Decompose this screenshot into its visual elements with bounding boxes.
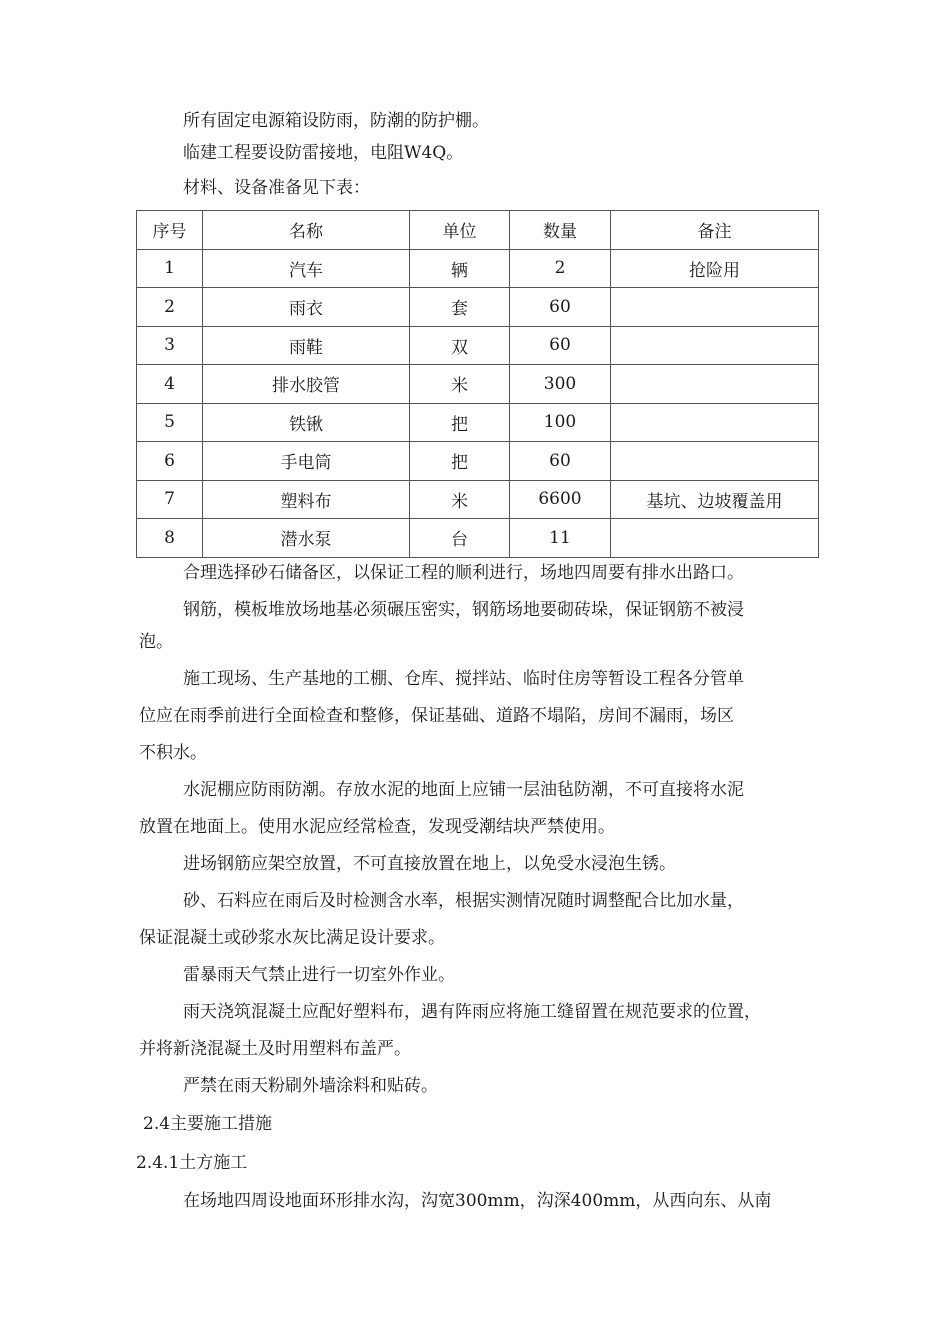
paragraph-rebar-storage: 进场钢筋应架空放置，不可直接放置在地上，以免受水浸泡生锈。	[183, 854, 676, 874]
cell-note	[611, 519, 819, 558]
cell-name: 塑料布	[203, 480, 410, 519]
paragraph-site-facilities-line-2: 位应在雨季前进行全面检查和整修，保证基础、道路不塌陷，房间不漏雨，场区	[139, 706, 734, 726]
materials-table	[136, 210, 819, 558]
cell-index: 7	[137, 480, 203, 519]
cell-quantity: 2	[510, 249, 611, 288]
table-row	[137, 288, 819, 327]
intro-line-lightning: 临建工程要设防雷接地，电阻W4Q。	[183, 143, 464, 163]
intro-line-table-caption: 材料、设备准备见下表：	[183, 178, 370, 198]
table-row	[137, 519, 819, 558]
paragraph-gravel-storage: 合理选择砂石储备区，以保证工程的顺利进行，场地四周要有排水出路口。	[183, 563, 744, 583]
paragraph-cement-shed-line-1: 水泥棚应防雨防潮。存放水泥的地面上应铺一层油毡防潮，不可直接将水泥	[183, 780, 744, 800]
cell-quantity: 300	[510, 365, 611, 404]
paragraph-rain-pouring-line-1: 雨天浇筑混凝土应配好塑料布，遇有阵雨应将施工缝留置在规范要求的位置，	[183, 1002, 761, 1022]
cell-quantity: 11	[510, 519, 611, 558]
table-header-row	[137, 211, 819, 250]
paragraph-moisture-line-1: 砂、石料应在雨后及时检测含水率，根据实测情况随时调整配合比加水量，	[183, 891, 744, 911]
cell-unit: 把	[410, 442, 510, 481]
paragraph-rain-pouring-line-2: 并将新浇混凝土及时用塑料布盖严。	[139, 1039, 411, 1059]
cell-unit: 台	[410, 519, 510, 558]
paragraph-cement-shed-line-2: 放置在地面上。使用水泥应经常检查，发现受潮结块严禁使用。	[139, 817, 615, 837]
paragraph-rebar-yard-line-2: 泡。	[139, 632, 173, 652]
header-cell: 名称	[203, 211, 410, 250]
cell-unit: 套	[410, 288, 510, 327]
cell-name: 潜水泵	[203, 519, 410, 558]
cell-name: 排水胶管	[203, 365, 410, 404]
cell-unit: 米	[410, 480, 510, 519]
cell-index: 4	[137, 365, 203, 404]
cell-index: 8	[137, 519, 203, 558]
header-cell: 备注	[611, 211, 819, 250]
cell-quantity: 60	[510, 442, 611, 481]
cell-quantity: 60	[510, 288, 611, 327]
table-row	[137, 326, 819, 365]
cell-unit: 米	[410, 365, 510, 404]
cell-unit: 双	[410, 326, 510, 365]
table-row	[137, 403, 819, 442]
paragraph-drainage-ditch: 在场地四周设地面环形排水沟，沟宽300mm，沟深400mm，从西向东、从南	[183, 1191, 772, 1211]
table-row	[137, 249, 819, 288]
table-row	[137, 442, 819, 481]
cell-note	[611, 288, 819, 327]
section-heading-2-4: 2.4主要施工措施	[143, 1114, 273, 1134]
cell-note: 抢险用	[611, 249, 819, 288]
cell-index: 5	[137, 403, 203, 442]
cell-unit: 把	[410, 403, 510, 442]
cell-index: 6	[137, 442, 203, 481]
paragraph-thunderstorm: 雷暴雨天气禁止进行一切室外作业。	[183, 965, 455, 985]
cell-note	[611, 365, 819, 404]
cell-quantity: 60	[510, 326, 611, 365]
cell-name: 雨鞋	[203, 326, 410, 365]
header-cell: 序号	[137, 211, 203, 250]
paragraph-site-facilities-line-1: 施工现场、生产基地的工棚、仓库、搅拌站、临时住房等暂设工程各分管单	[183, 669, 744, 689]
paragraph-moisture-line-2: 保证混凝土或砂浆水灰比满足设计要求。	[139, 928, 445, 948]
header-cell: 单位	[410, 211, 510, 250]
cell-note	[611, 326, 819, 365]
cell-note: 基坑、边坡覆盖用	[611, 480, 819, 519]
header-cell: 数量	[510, 211, 611, 250]
cell-note	[611, 403, 819, 442]
section-heading-2-4-1: 2.4.1土方施工	[136, 1153, 248, 1173]
cell-index: 1	[137, 249, 203, 288]
cell-index: 2	[137, 288, 203, 327]
cell-note	[611, 442, 819, 481]
table-row	[137, 480, 819, 519]
paragraph-no-painting: 严禁在雨天粉刷外墙涂料和贴砖。	[183, 1076, 438, 1096]
cell-quantity: 6600	[510, 480, 611, 519]
cell-name: 手电筒	[203, 442, 410, 481]
table-row	[137, 365, 819, 404]
intro-line-electric-box: 所有固定电源箱设防雨，防潮的防护棚。	[183, 111, 489, 131]
cell-index: 3	[137, 326, 203, 365]
cell-unit: 辆	[410, 249, 510, 288]
paragraph-rebar-yard-line-1: 钢筋，模板堆放场地基必须碾压密实，钢筋场地要砌砖垛，保证钢筋不被浸	[183, 600, 744, 620]
cell-quantity: 100	[510, 403, 611, 442]
cell-name: 汽车	[203, 249, 410, 288]
cell-name: 铁锹	[203, 403, 410, 442]
paragraph-site-facilities-line-3: 不积水。	[139, 743, 207, 763]
cell-name: 雨衣	[203, 288, 410, 327]
